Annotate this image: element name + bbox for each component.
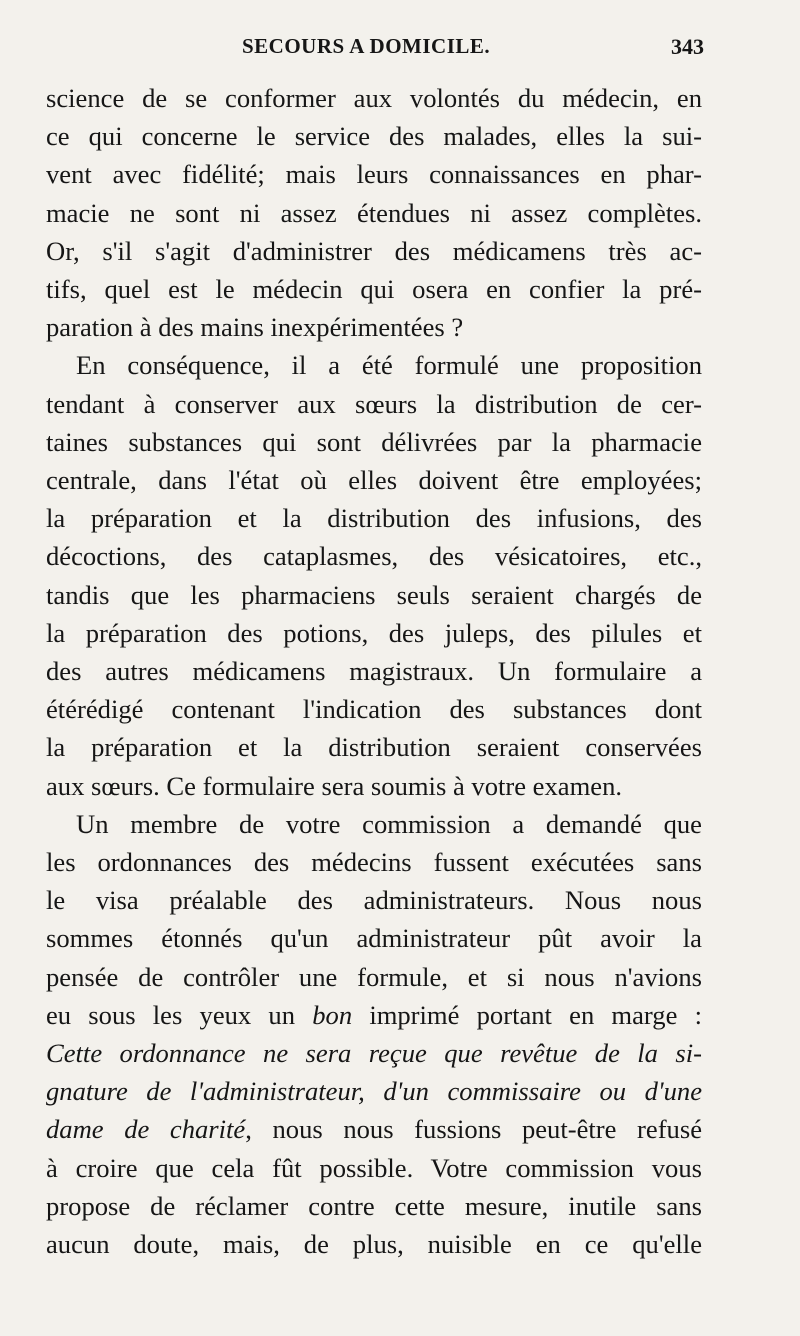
page-number: 343 bbox=[671, 34, 704, 59]
text-line bbox=[46, 1110, 702, 1148]
text-line: le visa préalable des administrateurs. Nous nous bbox=[46, 885, 702, 916]
text-line: étérédigé contenant l'indication des substances dont bbox=[46, 694, 702, 725]
italic-text: Cette ordonnance ne sera reçue que revêtue de la si- bbox=[46, 1038, 702, 1069]
text-line bbox=[46, 1034, 702, 1072]
paragraph bbox=[46, 805, 702, 1263]
text-line: paration à des mains inexpérimentées ? bbox=[46, 312, 464, 343]
text-line: macie ne sont ni assez étendues ni assez complètes. bbox=[46, 197, 702, 228]
body-text bbox=[46, 79, 702, 1263]
paragraph bbox=[46, 346, 702, 804]
text-line: centrale, dans l'état où elles doivent être employées; bbox=[46, 465, 702, 496]
running-head: SECOURS A DOMICILE. bbox=[242, 34, 491, 58]
text-line: ce qui concerne le service des malades, elles la sui- bbox=[46, 121, 702, 152]
text-line: Un membre de votre commission a demandé que bbox=[76, 808, 702, 839]
text-line: En conséquence, il a été formulé une proposition bbox=[76, 350, 702, 381]
text-segment: eu sous les yeux un bbox=[46, 999, 296, 1030]
text-line: sommes étonnés qu'un administrateur pût avoir la bbox=[46, 923, 702, 954]
italic-text: dame de charité bbox=[46, 1114, 246, 1145]
text-line: décoctions, des cataplasmes, des vésicatoires, etc., bbox=[46, 541, 702, 572]
italic-text: gnature de l'administrateur, d'un commissaire ou d'une bbox=[46, 1076, 702, 1107]
text-line: aux sœurs. Ce formulaire sera soumis à votre examen. bbox=[46, 770, 623, 801]
text-line: aucun doute, mais, de plus, nuisible en ce qu'elle bbox=[46, 1229, 702, 1260]
text-line: tendant à conserver aux sœurs la distribution de cer- bbox=[46, 388, 702, 419]
text-line: la préparation et la distribution seraient conservées bbox=[46, 732, 702, 763]
paragraph bbox=[46, 79, 702, 346]
text-line: la préparation et la distribution des infusions, des bbox=[46, 503, 702, 534]
text-line: pensée de contrôler une formule, et si nous n'avions bbox=[46, 961, 702, 992]
text-line: la préparation des potions, des juleps, des pilules et bbox=[46, 617, 702, 648]
italic-word: bon bbox=[312, 999, 353, 1030]
page-header bbox=[46, 34, 704, 74]
text-segment: imprimé portant en marge : bbox=[369, 999, 702, 1030]
text-line bbox=[46, 1072, 702, 1110]
text-line: Or, s'il s'agit d'administrer des médicamens très ac- bbox=[46, 235, 702, 266]
text-line: propose de réclamer contre cette mesure, inutile sans bbox=[46, 1190, 702, 1221]
text-line bbox=[46, 996, 702, 1034]
text-line: à croire que cela fût possible. Votre commission vous bbox=[46, 1152, 702, 1183]
text-line: des autres médicamens magistraux. Un formulaire a bbox=[46, 656, 702, 687]
text-line: tandis que les pharmaciens seuls seraient chargés de bbox=[46, 579, 702, 610]
text-line: taines substances qui sont délivrées par la pharmacie bbox=[46, 426, 702, 457]
text-segment: , nous nous fussions peut-être refusé bbox=[245, 1114, 703, 1145]
text-line: vent avec fidélité; mais leurs connaissances en phar- bbox=[46, 159, 702, 190]
text-line: science de se conformer aux volontés du médecin, en bbox=[46, 83, 702, 113]
text-line: les ordonnances des médecins fussent exécutées sans bbox=[46, 847, 702, 878]
text-line: tifs, quel est le médecin qui osera en confier la pré- bbox=[46, 274, 702, 305]
